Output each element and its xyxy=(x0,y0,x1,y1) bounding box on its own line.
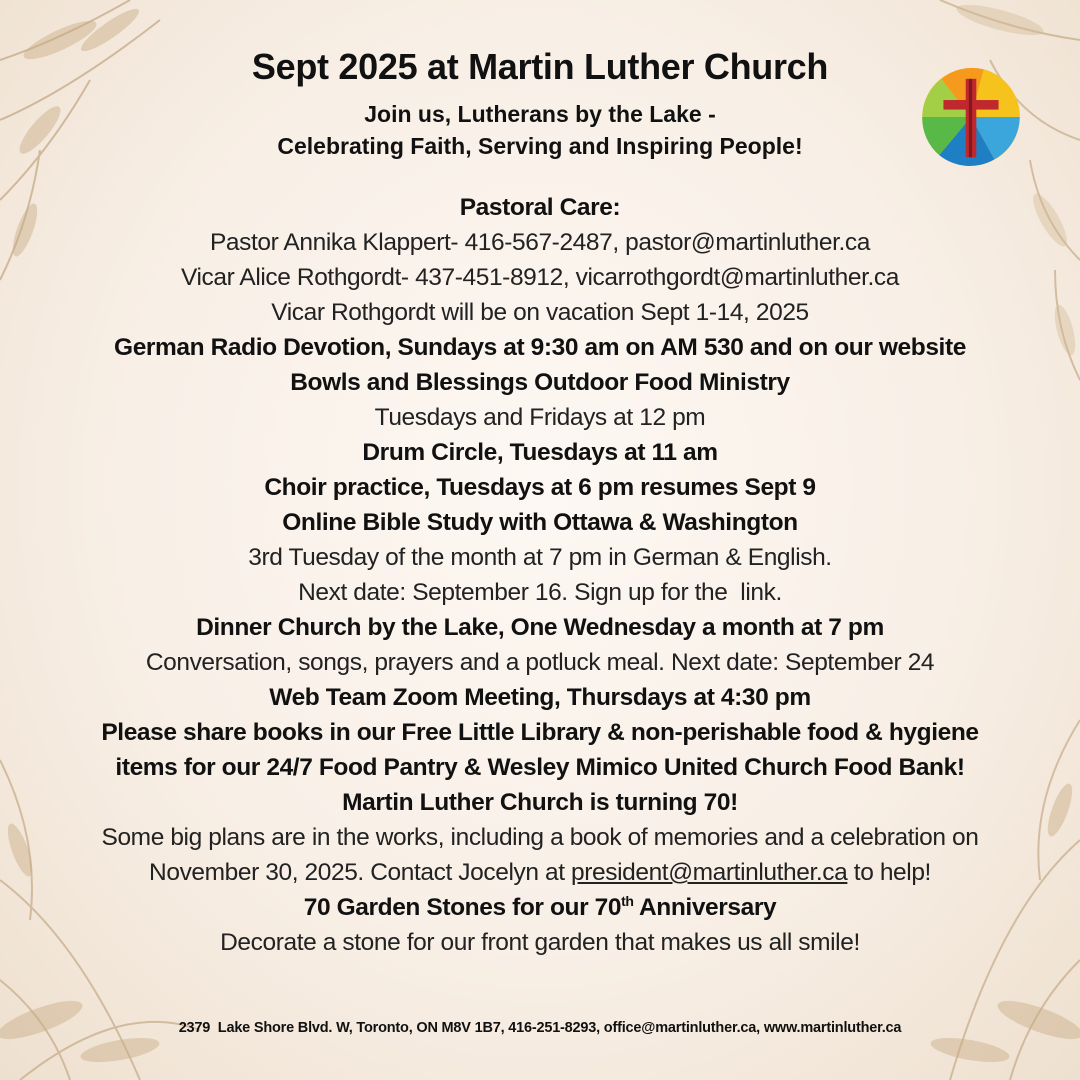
welcome-line-1: Join us, Lutherans by the Lake - xyxy=(364,101,716,127)
anniversary-contact-text: November 30, 2025. Contact Jocelyn at xyxy=(149,859,572,886)
garden-stones-title xyxy=(30,890,1050,925)
web-team-meeting: Web Team Zoom Meeting, Thursdays at 4:30 pm xyxy=(269,684,811,711)
garden-stones-title-suffix: Anniversary xyxy=(633,894,777,921)
footer-contact: 2379 Lake Shore Blvd. W, Toronto, ON M8V 1B7, 416-251-8293, office@martinluther.ca, www.martinluther.ca xyxy=(178,1020,902,1036)
ordinal-suffix: th xyxy=(621,892,634,909)
welcome-line-2: Celebrating Faith, Serving and Inspiring People! xyxy=(277,133,803,159)
vicar-vacation-note: Vicar Rothgordt will be on vacation Sept 1-14, 2025 xyxy=(271,299,809,326)
garden-stones-title-text: 70 Garden Stones for our 70 xyxy=(303,894,622,921)
radio-devotion: German Radio Devotion, Sundays at 9:30 am on AM 530 and on our website xyxy=(114,334,966,361)
bowls-ministry-time: Tuesdays and Fridays at 12 pm xyxy=(374,404,706,431)
pastoral-care-heading: Pastoral Care: xyxy=(459,194,621,221)
drum-circle: Drum Circle, Tuesdays at 11 am xyxy=(362,439,718,466)
anniversary-title: Martin Luther Church is turning 70! xyxy=(342,789,738,816)
vicar-contact: Vicar Alice Rothgordt- 437-451-8912, vicarrothgordt@martinluther.ca xyxy=(180,264,900,291)
bowls-ministry-title: Bowls and Blessings Outdoor Food Ministry xyxy=(290,369,790,396)
garden-stones-description: Decorate a stone for our front garden that makes us all smile! xyxy=(220,929,860,956)
bible-study-title: Online Bible Study with Ottawa & Washington xyxy=(282,509,798,536)
anniversary-description-line-2 xyxy=(30,855,1050,890)
dinner-church-title: Dinner Church by the Lake, One Wednesday a month at 7 pm xyxy=(196,614,884,641)
bible-study-next-date: Next date: September 16. Sign up for the link. xyxy=(298,579,782,606)
dinner-church-description: Conversation, songs, prayers and a potluck meal. Next date: September 24 xyxy=(145,649,935,676)
bulletin-content xyxy=(30,44,1050,960)
donation-appeal-line-2: items for our 24/7 Food Pantry & Wesley Mimico United Church Food Bank! xyxy=(115,754,965,781)
anniversary-contact-suffix: to help! xyxy=(847,859,931,886)
president-email-link[interactable]: president@martinluther.ca xyxy=(571,859,848,886)
donation-appeal-line-1: Please share books in our Free Little Library & non-perishable food & hygiene xyxy=(101,719,979,746)
anniversary-description-line-1: Some big plans are in the works, including a book of memories and a celebration on xyxy=(101,824,979,851)
bible-study-schedule: 3rd Tuesday of the month at 7 pm in German & English. xyxy=(248,544,832,571)
page-title: Sept 2025 at Martin Luther Church xyxy=(251,46,829,87)
choir-practice: Choir practice, Tuesdays at 6 pm resumes Sept 9 xyxy=(264,474,816,501)
pastor-contact: Pastor Annika Klappert- 416-567-2487, pastor@martinluther.ca xyxy=(209,229,871,256)
